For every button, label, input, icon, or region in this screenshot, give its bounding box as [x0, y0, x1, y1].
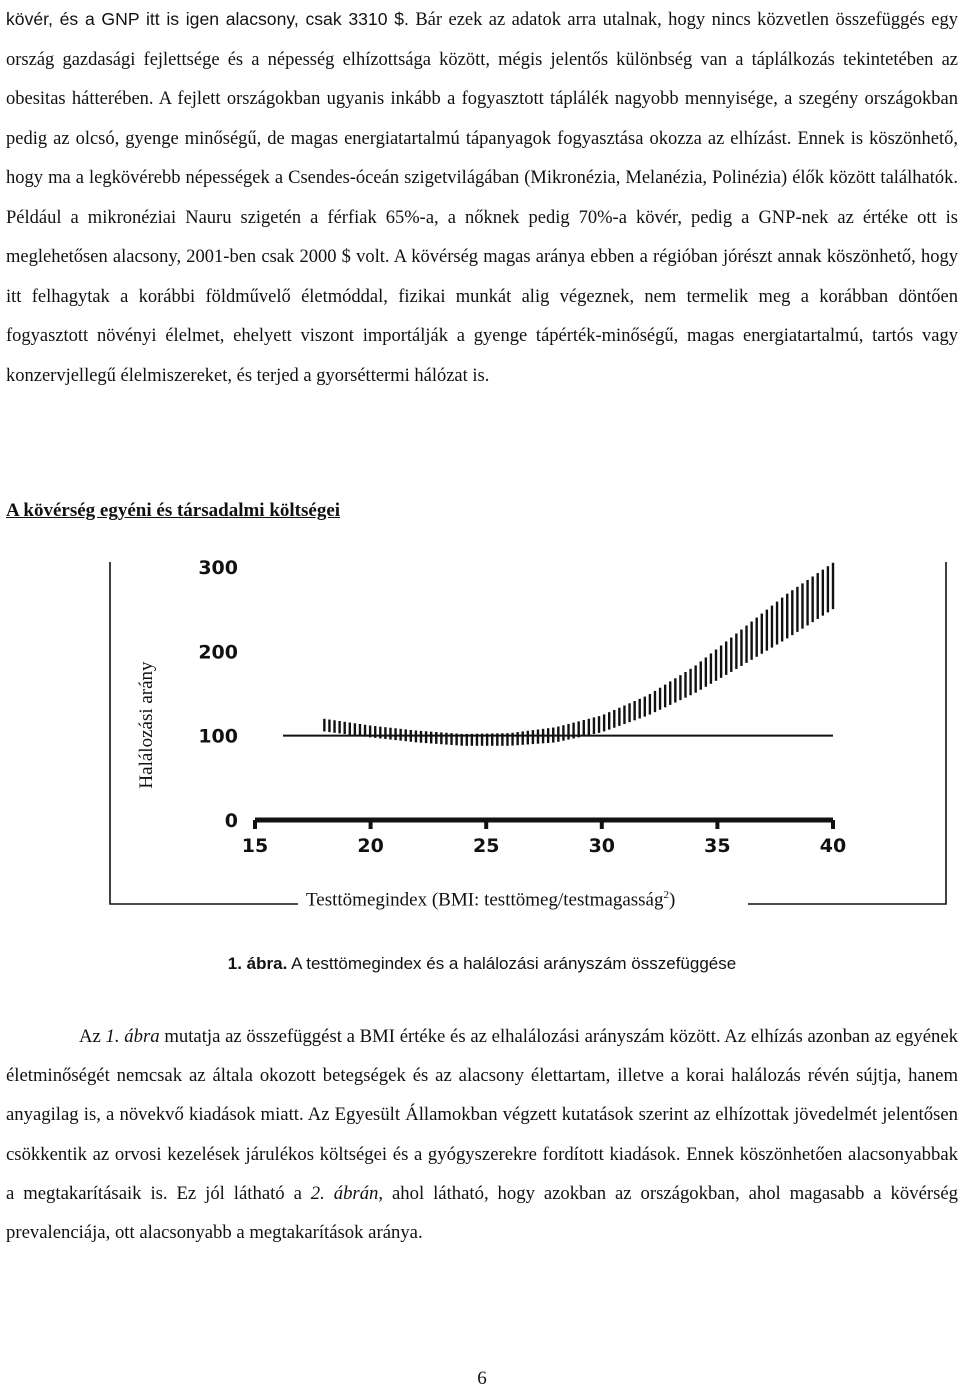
body-paragraph-2: [6, 1017, 958, 1252]
x-tick-label-20: 20: [357, 835, 384, 857]
x-tick-label-30: 30: [588, 835, 616, 857]
y-tick-label-0: 0: [224, 810, 238, 832]
y-axis-label: Halálozási arány: [136, 661, 157, 789]
x-tick-label-35: 35: [704, 835, 731, 857]
page-number: 6: [477, 1368, 487, 1389]
x-axis-label-text: Testtömegindex (BMI: testtömeg/testmagasság: [306, 889, 664, 911]
section-heading: A kövérség egyéni és társadalmi költségei: [6, 500, 341, 521]
x-tick-label-25: 25: [472, 835, 500, 857]
paragraph-2-part-a: Az: [79, 1026, 106, 1047]
bmi-mortality-chart: [108, 540, 956, 910]
paragraph-1-part-3: Például a mikronéziai Nauru szigetén a férfiak 65%-a, a nőknek pedig 70%-a kövér, pedig a GNP-nek az értéke ott is meglehetősen alacsony, 2001-ben csak 2000 $ volt. A kövérség magas aránya ebben a régióban jórészt annak köszönhető, hogy itt felhagytak a korábbi földművelő életmóddal, fizikai munkát alig végeznek, nem termelik meg a korábban döntően fogyasztott növényi élelmet, ehelyett viszont importálják a gyenge tápérték-minőségű, magas energiatartalmú, tartós vagy konzervjellegű élelmiszereket, és terjed a gyorséttermi hálózat is.: [6, 207, 958, 386]
paragraph-2-figure-ref-1: 1. ábra: [105, 1026, 160, 1047]
paragraph-1-part-2: Bár ezek az adatok arra utalnak, hogy nincs közvetlen összefüggés egy ország gazdasági fejlettsége és a népesség elhízottsága között, mégis jelentős különbség van a táplálkozás tekintetében az obesitas hátterében. A fejlett országokban ugyanis inkább a fogyasztott táplálék nagyobb mennyisége, a szegény országokban pedig az olcsó, gyenge minőségű, de magas energiatartalmú tápanyagok fogyasztása okozza az elhízást. Ennek is köszönhető, hogy ma a legkövérebb népességek a Csendes-óceán szigetvilágában (Mikronézia, Melanézia, Polinézia) élők között találhatók.: [6, 10, 959, 188]
x-tick-label-15: 15: [241, 835, 269, 857]
y-tick-label-300: 300: [198, 557, 238, 579]
x-tick-label-40: 40: [819, 835, 847, 857]
paragraph-2-part-b: mutatja az összefüggést a BMI értéke és az elhalálozási arányszám között. Az elhízás azonban az egyének életminőségét nemcsak az általa okozott betegségek és az alacsony élettartam, illetve a korai halálozás révén sújtja, hanem anyagilag is, a növekvő kiadások miatt. Az Egyesült Államokban végzett kutatások szerint az elhízottak jövedelmét jelentősen csökkentik az orvosi kezelések járulékos költségei és a gyógyszerekre fordított kiadások. Ennek köszönhetően alacsonyabbak a megtakarításaik is. Ez jól látható a: [6, 1026, 959, 1204]
x-axis-label: [302, 889, 679, 911]
paragraph-2-part-d: , ahol látható, hogy azokban az országokban, ahol magasabb a kövérség prevalenciája, ott alacsonyabb a megtakarítások aránya.: [6, 1182, 958, 1244]
x-axis-label-superscript: 2: [663, 889, 669, 901]
chart-marks: [324, 563, 833, 746]
caption-text: A testtömegindex és a halálozási arányszám összefüggése: [287, 954, 737, 973]
x-axis-label-end: ): [669, 889, 676, 911]
chart-axes: [198, 557, 846, 857]
y-tick-label-200: 200: [198, 641, 238, 664]
paragraph-2-figure-ref-2: 2. ábrán: [310, 1182, 379, 1204]
figure-caption: [0, 954, 960, 974]
paragraph-1-part-1: kövér, és a GNP itt is igen alacsony, csak 3310 $.: [6, 9, 409, 29]
figure-1: [108, 540, 956, 910]
body-paragraph-1: [6, 0, 958, 395]
y-tick-label-100: 100: [198, 725, 238, 748]
caption-label: 1. ábra.: [227, 954, 288, 973]
